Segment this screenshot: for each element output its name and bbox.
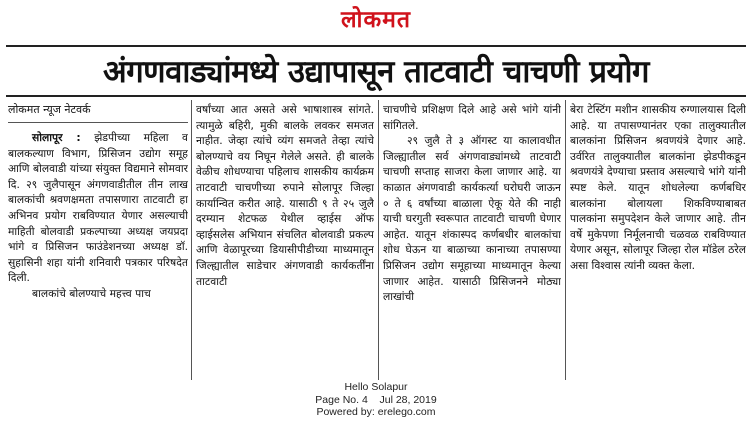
article-column-1 — [8, 102, 188, 380]
headline-rule — [6, 95, 746, 97]
column-divider — [191, 100, 192, 380]
article-column-4 — [570, 102, 746, 380]
article-column-3 — [383, 102, 561, 380]
column-divider — [565, 100, 566, 380]
byline: लोकमत न्यूज नेटवर्क — [8, 103, 91, 116]
article-paragraph: चाचणीचे प्रशिक्षण दिले आहे असे भांगे यांनी सांगितले. — [383, 103, 561, 132]
article-column-2 — [196, 102, 374, 380]
article-paragraph: २९ जुलै ते ३ ऑगस्ट या कालावधीत जिल्ह्यातील सर्व अंगणवाड्यांमध्ये ताटवाटी चाचणी सप्ताह साजरा केला जाणार आहे. या काळात अंगणवाडी कार्यकर्त्या घरोघरी जाऊन ० ते ६ वर्षांच्या बाळाला ऐकू येते की नाही याची घरगुती स्वरूपात ताटवाटी चाचणी घेणार आहेत. यातून शंकास्पद कर्णबधीर बालकांचा शोध घेऊन या बाळाच्या कानाच्या तपासण्या प्रिसिजन उद्योग समूहाच्या माध्यमातून केल्या जाणार आहेत. यासाठी प्रिसिजनने मोठ्या लाखांची — [383, 134, 561, 304]
edition-name: Hello Solapur — [344, 381, 408, 393]
article-paragraph: बालकांचे बोलण्याचे महत्त्व पाच — [32, 286, 151, 300]
paragraph-text: झेडपीच्या महिला व बालकल्याण विभाग, प्रिसिजन उद्योग समूह आणि बोलवाडी यांच्या संयुक्त विद्यमाने सोमवार दि. २९ जुलैपासून अंगणवाडीतील तीन लाख बालकांची श्रवणक्षमता तपासणारा ताटवाटी हा अभिनव प्रयोग राबविण्यात येणार असल्याची माहिती बोलवाडी प्रकल्पाच्या अध्यक्ष जयप्रदा भांगे व प्रिसिजन फाउंडेशनच्या अध्यक्ष डॉ. सुहासिनी शहा यांनी शनिवारी पत्रकार परिषदेत दिली. — [8, 131, 188, 285]
article-paragraph: बेरा टेस्टिंग मशीन शासकीय रुग्णालयास दिली आहे. या तपासण्यानंतर एका तालुक्यातील बालकांना प्रिसिजन श्रवणयंत्रे देणार आहे. उर्वरित तालुक्यातील बालकांना झेडपीकडून श्रवणयंत्रे देण्याचा प्रस्ताव असल्याचे भांगे यांनी स्पष्ट केले. यातून शोधलेल्या कर्णबधिर बालकांना बोलायला शिकविण्याबाबत पालकांना समुपदेशन केले जाणार आहे. तीन वर्षे मुकेपणा निर्मूलनाची चळवळ राबविण्यात येणार असून, सोलापूर जिल्हा रोल मॉडेल ठरेल असा विश्वास त्यांनी व्यक्त केला. — [570, 103, 746, 272]
dateline: सोलापूर : — [32, 131, 81, 144]
byline-rule — [8, 122, 188, 123]
masthead-logo: लोकमत — [340, 6, 412, 33]
article-paragraph — [8, 130, 188, 286]
article-paragraph: वर्षांच्या आत असते असे भाषाशास्त्र सांगते. त्यामुळे बहिरी, मुकी बालके लवकर समजत नाहीत. जेव्हा त्यांचे व्यंग समजते तेव्हा त्यांचे बोलण्याचे वय निघून गेलेले असते. ही बालके वेळीच शोधण्याचा पहिलाच शासकीय कार्यक्रम ताटवाटी चाचणीच्या रुपाने सोलापूर जिल्हा कार्यान्वित करीत आहे. यासाठी ९ ते २५ जुलै दरम्यान शेटफळ येथील व्हाईस ऑफ व्हाईसलेस अभियान संचलित बोलवाडी प्रकल्प आणि वेळापूरच्या डियासीपीडीच्या माध्यमातून जिल्ह्यातील साडेचार अंगणवाडी कार्यकर्तींना ताटवाटी — [196, 103, 374, 288]
page-footer — [0, 381, 752, 419]
article-headline: अंगणवाड्यांमध्ये उद्यापासून ताटवाटी चाचणी प्रयोग — [103, 54, 649, 90]
powered-by: Powered by: erelego.com — [316, 406, 436, 418]
column-divider — [378, 100, 379, 380]
page-info: Page No. 4 Jul 28, 2019 — [315, 393, 437, 406]
masthead-rule — [6, 45, 746, 47]
